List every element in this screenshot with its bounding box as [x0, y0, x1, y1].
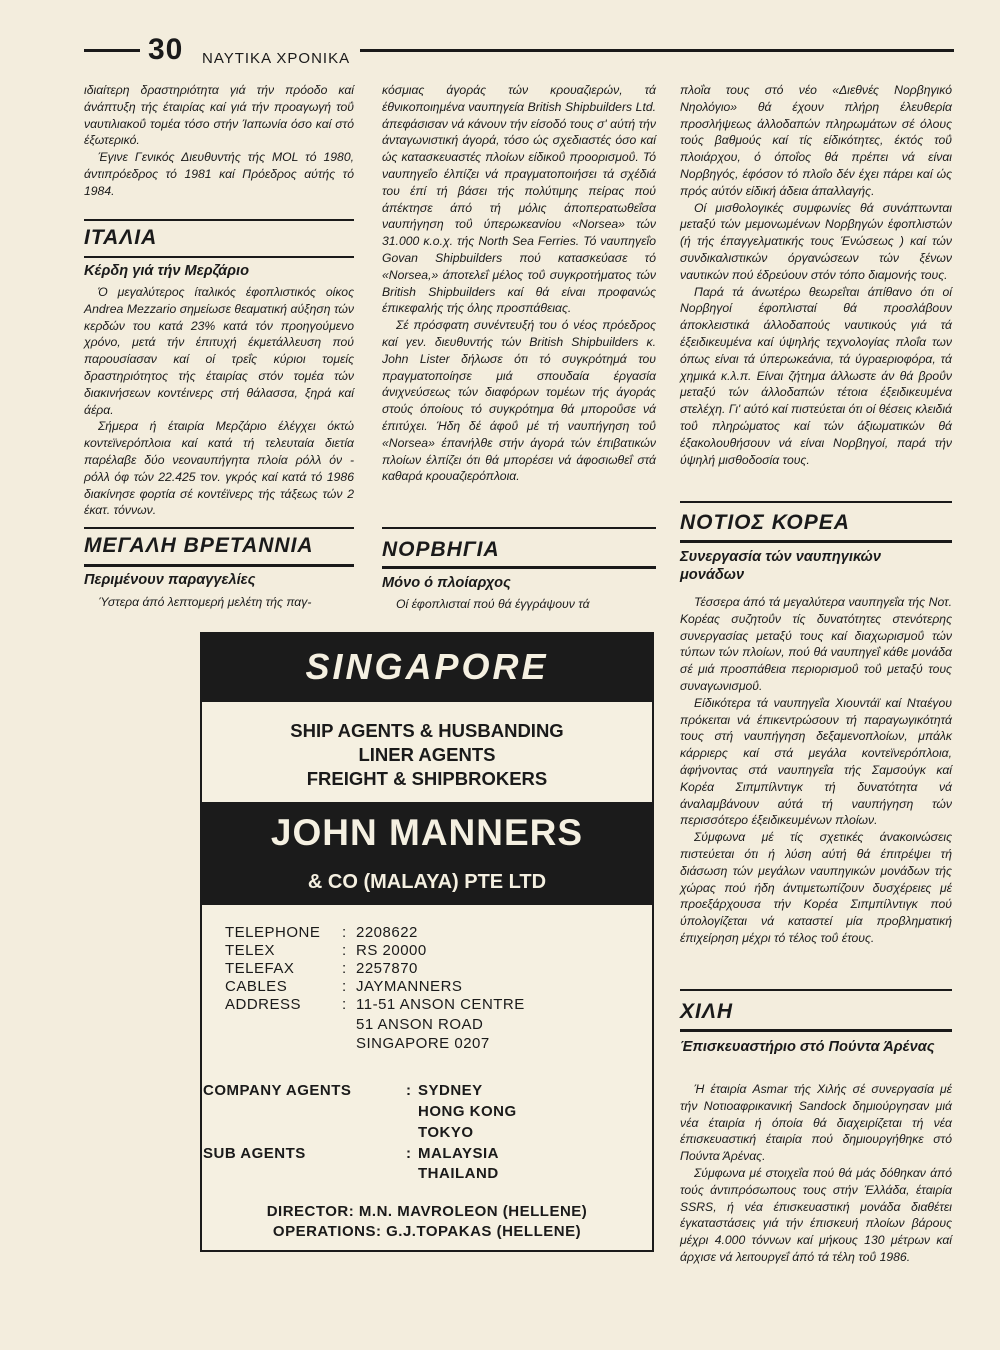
norway-rule-bottom [382, 566, 656, 569]
chile-paragraph-1: Ή έταιρία Asmar τής Χιλής σέ συνεργασία μέ τήν Νοτιοαφρικανική Sandock δημιούργησαν μιά νέα έταιρία ή όποία θά διαχειρίζεται τή νέα έπισκευαστική έταιρία πού δημιουργήθηκε στό Πούντα Άρένας. [680, 1082, 952, 1164]
ad-sub-agent-2: THAILAND [418, 1165, 499, 1182]
ad-contact-label-telex: TELEX [225, 942, 276, 959]
ad-service-2: LINER AGENTS [358, 744, 496, 765]
ad-contact-colon: : [342, 996, 347, 1013]
ad-company-sub: & CO (MALAYA) PTE LTD [307, 871, 547, 893]
col2-article [382, 82, 656, 485]
ad-title-band [200, 632, 654, 702]
chile-subheading: Έπισκευαστήριο στό Πούντα Άρένας [680, 1039, 935, 1055]
col3-article [680, 82, 952, 468]
korea-paragraph-1: Τέσσερα άπό τά μεγαλύτερα ναυπηγεΐα τής Νοτ. Κορέας συζητοΰν τίς δυνατότητες στενότερης συνεργασίας μεταξύ τους καί διαχωρισμοΰ τών τύπων τών πλοίων, πού θά ναυπηγεΐ κάθε μονάδα σέ μιά προσπάθεια περιορισμοΰ τοΰ μεταξύ τους συναγωνισμοΰ. [680, 595, 952, 693]
ad-agents-colon: : [406, 1082, 412, 1099]
britain-rule-bottom [84, 564, 354, 567]
ad-contact-value-telephone: 2208622 [356, 924, 418, 941]
intro-paragraph-1: ιδιαίτερη δραστηριότητα γιά τήν πρόοδο καί άνάπτυξη τής έταιρίας καί γιά τήν προαγωγή τοΰ ναυτιλιακοΰ τομέα τόσο στήν Ίαπωνία όσο καί στό έξωτερικό. [84, 83, 354, 148]
header-rule-left [84, 49, 140, 52]
ad-sub-agent-1: MALAYSIA [418, 1145, 499, 1162]
korea-paragraph-3: Σύμφωνα μέ τίς σχετικές άνακοινώσεις πιστεύεται ότι ή λύση αύτή θά έπιτρέψει τή διάσωση τών μεγάλων ναυπηγικών μονάδων τής χώρας πού ήδη άντιμετωπίζουν δυσχέρειες μέ προεξάρχουσα τήν Κορέα Σιπμπίλντιγκ πού ύπολογίζεται νά καταστεί μία προβληματική έπιχείρηση μέχρι τό τέλος τοΰ έτους. [680, 830, 952, 945]
norway-rule-top [382, 527, 656, 529]
ad-sub-agents-label: SUB AGENTS [203, 1145, 306, 1162]
chile-article [680, 1081, 952, 1266]
chile-rule-top [680, 989, 952, 991]
intro-paragraph-2: Έγινε Γενικός Διευθυντής τής MOL τό 1980, άντιπρόεδρος τό 1981 καί Πρόεδρος αύτής τό 1984. [84, 150, 354, 198]
ad-contact-value-cables: JAYMANNERS [356, 978, 463, 995]
italy-paragraph-2: Σήμερα ή έταιρία Μερζάριο έλέγχει όκτώ κοντεϊνερόπλοια καί κατά τή τελευταία διετία παρέλαβε δύο νεοναυπήγητα πλοία ρόλλ όν - ρόλλ όφ τών 22.425 τον. γκρός καί κατά τό 1986 διακίνησε φορτία σέ κοντέϊνερς τής τάξεως τών 2 έκατ. τόννων. [84, 419, 354, 518]
korea-subheading: Συνεργασία τών ναυπηγικών μονάδων [680, 549, 881, 583]
norway-paragraph: Οί έφοπλισταί πού θά έγγράψουν τά [396, 597, 590, 611]
ad-contact-label-cables: CABLES [225, 978, 288, 995]
italy-paragraph-1: Ό μεγαλύτερος ίταλικός έφοπλιστικός οίκος Andrea Mezzario σημείωσε θεαματική αύξηση τών κερδών του κατά 23% κατά τόν προηγούμενο χρόνο, μετά τήν έπιτυχή έκμετάλλευση πού παρουσίασαν καί οί τρεΐς κύριοι τομείς δραστηριότητος τής έταιρίας στόν τομέα τών διακινήσεων κοντέινερς στή θάλασσα, ξηρά καί άέρα. [84, 285, 354, 417]
advertisement [200, 632, 654, 1252]
header-rule-right [360, 49, 954, 52]
britain-paragraph: Ύστερα άπό λεπτομερή μελέτη τής παγ- [98, 595, 312, 609]
ad-address-line-3: SINGAPORE 0207 [356, 1035, 490, 1052]
ad-company-band [200, 802, 654, 905]
ad-contact-value-telefax: 2257870 [356, 960, 418, 977]
chile-rule-bottom [680, 1029, 952, 1032]
ad-contact-value-address: 11-51 ANSON CENTRE [356, 996, 525, 1013]
ad-company-agents-label: COMPANY AGENTS [203, 1082, 352, 1099]
ad-contact-value-telex: RS 20000 [356, 942, 427, 959]
ad-operations: OPERATIONS: G.J.TOPAKAS (HELLENE) [272, 1223, 582, 1240]
col3-paragraph-3: Παρά τά άνωτέρω θεωρεΐται άπίθανο ότι οί Νορβηγοί έφοπλισταί θά προσλάβουν άποκλειστικά άλλοδαπούς ναυτικούς γιά τά έξειδικευμένα καί ύψηλής τεχνολογίας πλοΐα των όπως είναι τά ύπερωκεάνια, τά ύγραεριοφόρα, τά χημικά κ.λ.π. Είναι ζήτημα άλλωστε άν θά βροΰν μεταξύ τών άλλοδαπών τέτοια έξειδικευμένα στελέχη. Γι' αύτό καί πιστεύεται ότι οί θέσεις κλειδιά τοΰ πληρώματος καί τών άξιωματικών θά έξακολουθήσουν νά είναι Νορβηγοί, παρά τήν ύψηλή μισθοδοσία τους. [680, 284, 952, 467]
publication-title: ΝΑΥΤΙΚΑ ΧΡΟΝΙΚΑ [202, 50, 351, 67]
korea-heading: ΝΟΤΙΟΣ ΚΟΡΕΑ [680, 511, 850, 534]
britain-rule-top [84, 527, 354, 529]
norway-heading: ΝΟΡΒΗΓΙΑ [382, 538, 500, 561]
ad-company-name: JOHN MANNERS [270, 812, 584, 853]
italy-subheading: Κέρδη γιά τήν Μερζάριο [84, 263, 249, 279]
ad-address-line-2: 51 ANSON ROAD [356, 1016, 484, 1033]
col3-paragraph-2: Οί μισθολογικές συμφωνίες θά συνάπτωνται μεταξύ τών μεμονωμένων Νορβηγών έφοπλιστών (ή τής έπαγγελματικής τους Ένώσεως ) καί τών συνδικαλιστικών όργανώσεων τών ξένων ναυτικών πού έδρεύουν στόν τόπο διαμονής τους. [680, 200, 952, 282]
ad-contact-label-address: ADDRESS [225, 996, 302, 1013]
korea-paragraph-2: Είδικότερα τά ναυπηγεΐα Χιουντάϊ καί Νταέγου πρόκειται νά έπικεντρώσουν τή παραγωγικότητά τους στή ναυπήγηση δεξαμενοπλοίων, μπάλκ κάρριερς καί στά μεγάλα κοντεϊνερόπλοια, άφήνοντας στά ναυπηγεΐα τής Σαμσούγκ καί Κορέα Σιπμπίλντιγκ τή δυνατότητα νά άναλαμβάνουν αύτά τή ναυπήγηση τών περισσότερο έξειδικευμένων πλοίων. [680, 695, 952, 828]
ad-contact-label-telefax: TELEFAX [225, 960, 295, 977]
ad-company-agent-2: HONG KONG [418, 1103, 517, 1120]
chile-heading: ΧΙΛΗ [680, 1000, 734, 1023]
ad-contact-colon: : [342, 960, 347, 977]
ad-contact-label-telephone: TELEPHONE [225, 924, 321, 941]
page-number: 30 [148, 33, 184, 66]
italy-article [84, 284, 354, 519]
ad-agents-colon: : [406, 1145, 412, 1162]
col1-intro [84, 82, 354, 200]
italy-rule-top [84, 219, 354, 221]
korea-rule-top [680, 501, 952, 503]
ad-director: DIRECTOR: M.N. MAVROLEON (HELLENE) [266, 1203, 588, 1220]
norway-article [382, 596, 656, 613]
italy-rule-bottom [84, 256, 354, 258]
britain-subheading: Περιμένουν παραγγελίες [84, 572, 256, 588]
britain-article [84, 594, 354, 611]
ad-contact-colon: : [342, 942, 347, 959]
italy-heading: ΙΤΑΛΙΑ [84, 226, 158, 249]
chile-paragraph-2: Σύμφωνα μέ στοιχεΐα πού θά μάς δόθηκαν άπό τούς άντιπρόσωπους τους στήν Έλλάδα, έταιρία SSRS, ή νέα έπισκευαστική μονάδα διαθέτει έγκαταστάσεις γιά τήν έπισκευή πλοίων βάρους μέχρι 4.000 τόννων καί μήκους 130 μέτρων καί άρχισε νά λειτουργεΐ άπό τά τέλη τοΰ 1986. [680, 1165, 952, 1264]
col2-paragraph-1: κόσμιας άγοράς τών κρουαζιερών, τά έθνικοποιημένα ναυπηγεία British Shipbuilders Ltd. άπεφάσισαν νά κάνουν τήν είσοδό τους σ' αύτή τήν άνταγωνιστική άγορά, τόσο ώς σχεδιαστές όσο καί ώς κατασκευαστές πλοίων είδικοΰ προορισμοΰ. Τό ναυπηγεΐο έλπίζει νά πραγματοποιήσει τά σχέδιά του έπί τή βάσει τής πολύτιμης πείρας πού άπέκτησε άπό τή μόλις άποπερατωθεΐσα ναυπήγηση τοΰ ύπερωκεανίου «Norsea» τών 31.000 κ.ο.χ. τής North Sea Ferries. Τό ναυπηγεΐο Govan Shipbuilders πού κατασκεύασε τό «Norsea,» άποτελεΐ μέλος τοΰ συγκροτήματος τών British Shipbuilders καί θά είναι προφανώς έπικεφαλής τής όλης προσπάθειας. [382, 83, 656, 316]
col3-paragraph-1: πλοΐα τους στό νέο «Διεθνές Νορβηγικό Νηολόγιο» θά έχουν πλήρη έλευθερία προσλήψεως άλλοδαπών πληρωμάτων σέ όλους τούς βαθμούς καί τίς είδικότητες, έκτός τοΰ πλοιάρχου, ό όποΐος θά πρέπει νά είναι Νορβηγός, έφόσον τό πλοΐο δέν έχει πάρει καί ώς πρός αύτόν είδική άδεια άπαλλαγής. [680, 83, 952, 198]
korea-rule-bottom [680, 540, 952, 543]
korea-article [680, 594, 952, 947]
col2-paragraph-2: Σέ πρόσφατη συνέντευξή του ό νέος πρόεδρος καί γεν. διευθυντής τών British Shipbuilders κ. John Lister δήλωσε ότι τό συγκρότημά του πραγματοποίησε μιά σπουδαία έργασία άνιχνεύσεως τών διαφόρων τομέων τής άγοράς στούς όποίους τό συγκρότημα θά μποροΰσε νά έπιτύχει. Ήδη δέ άφοΰ μέ τή ναυπήγηση τοΰ «Norsea» έπανήλθε στήν άγορά τών έπιβατικών πλοίων έλπίζει ότι θά μπορέσει νά άφοσιωθεΐ στά καθαρά κρουαζιερόπλοια. [382, 318, 656, 484]
ad-contact-colon: : [342, 924, 347, 941]
ad-company-agent-1: SYDNEY [418, 1082, 483, 1099]
ad-contact-colon: : [342, 978, 347, 995]
britain-heading: ΜΕΓΑΛΗ ΒΡΕΤΑΝΝΙΑ [84, 534, 314, 557]
norway-subheading: Μόνο ό πλοίαρχος [382, 575, 511, 591]
ad-service-3: FREIGHT & SHIPBROKERS [306, 768, 548, 789]
ad-company-agent-3: TOKYO [418, 1124, 474, 1141]
ad-title: SINGAPORE [305, 646, 549, 687]
ad-service-1: SHIP AGENTS & HUSBANDING [290, 720, 564, 741]
